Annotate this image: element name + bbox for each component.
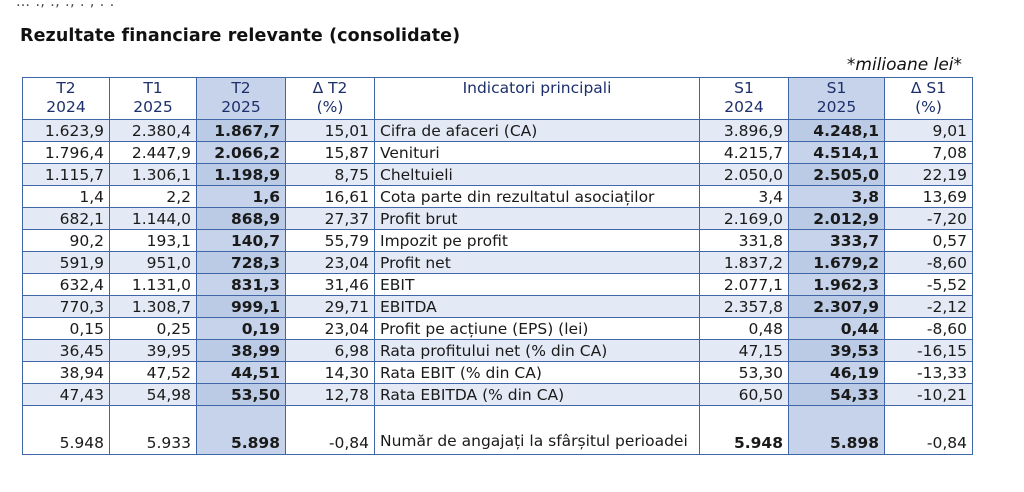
cell-t2-2025: 868,9 [197,208,286,230]
cell-t2-2025: 1,6 [197,186,286,208]
cell-t2-2024: 5.948 [23,406,110,455]
cell-delta-t2: 12,78 [286,384,375,406]
cell-t2-2024: 0,15 [23,318,110,340]
cell-s1-2025: 333,7 [789,230,885,252]
cell-t2-2025: 5.898 [197,406,286,455]
cell-delta-t2: 31,46 [286,274,375,296]
cell-delta-s1: -8,60 [885,318,973,340]
cell-delta-t2: 6,98 [286,340,375,362]
cell-t1-2025: 1.131,0 [110,274,197,296]
cell-s1-2024: 331,8 [700,230,789,252]
cell-s1-2024: 4.215,7 [700,142,789,164]
cell-t2-2025: 728,3 [197,252,286,274]
cell-indicator: Rata EBIT (% din CA) [375,362,700,384]
column-header: Δ S1 (%) [885,78,973,120]
cell-delta-s1: -7,20 [885,208,973,230]
cell-delta-s1: 13,69 [885,186,973,208]
cell-delta-s1: -2,12 [885,296,973,318]
cell-s1-2024: 47,15 [700,340,789,362]
column-header: S1 2024 [700,78,789,120]
cell-delta-t2: 8,75 [286,164,375,186]
cell-indicator: Profit brut [375,208,700,230]
cell-delta-s1: 7,08 [885,142,973,164]
cell-t2-2025: 44,51 [197,362,286,384]
financial-results-table [22,77,973,455]
cell-t2-2024: 632,4 [23,274,110,296]
cell-t1-2025: 2.380,4 [110,120,197,142]
cell-t2-2024: 90,2 [23,230,110,252]
cell-indicator: Număr de angajați la sfârșitul perioadei [375,406,700,455]
cell-t2-2025: 831,3 [197,274,286,296]
cell-delta-t2: 16,61 [286,186,375,208]
table-row [23,362,973,384]
cell-indicator: Cheltuieli [375,164,700,186]
cell-s1-2025: 1.962,3 [789,274,885,296]
table-row [23,340,973,362]
cell-delta-t2: 55,79 [286,230,375,252]
cell-s1-2024: 1.837,2 [700,252,789,274]
cell-t1-2025: 5.933 [110,406,197,455]
cell-delta-t2: 29,71 [286,296,375,318]
cell-t2-2024: 591,9 [23,252,110,274]
cell-t1-2025: 47,52 [110,362,197,384]
cell-s1-2025: 2.012,9 [789,208,885,230]
cell-indicator: Profit pe acțiune (EPS) (lei) [375,318,700,340]
cell-delta-s1: -0,84 [885,406,973,455]
cell-t2-2025: 1.198,9 [197,164,286,186]
cell-indicator: Cota parte din rezultatul asociaților [375,186,700,208]
cell-s1-2025: 39,53 [789,340,885,362]
cell-indicator: EBIT [375,274,700,296]
unit-note: *milioane lei* [846,55,962,75]
cell-delta-t2: -0,84 [286,406,375,455]
cell-s1-2024: 2.077,1 [700,274,789,296]
table-row [23,230,973,252]
cell-delta-t2: 14,30 [286,362,375,384]
cell-delta-s1: -16,15 [885,340,973,362]
cell-indicator: Rata EBITDA (% din CA) [375,384,700,406]
cell-t2-2025: 0,19 [197,318,286,340]
table-row [23,296,973,318]
cell-s1-2024: 3,4 [700,186,789,208]
cell-t2-2024: 36,45 [23,340,110,362]
cell-t1-2025: 2.447,9 [110,142,197,164]
cell-t2-2025: 53,50 [197,384,286,406]
cell-t2-2024: 1.115,7 [23,164,110,186]
table-header-row [23,78,973,120]
table-row [23,208,973,230]
cell-t2-2025: 38,99 [197,340,286,362]
cell-t2-2024: 38,94 [23,362,110,384]
cell-delta-s1: 0,57 [885,230,973,252]
table-row [23,252,973,274]
table-row [23,406,973,455]
cell-s1-2024: 0,48 [700,318,789,340]
cell-delta-s1: 22,19 [885,164,973,186]
cell-delta-s1: -5,52 [885,274,973,296]
cell-s1-2024: 3.896,9 [700,120,789,142]
page-title: Rezultate financiare relevante (consolidate) [20,26,461,46]
cell-delta-t2: 15,87 [286,142,375,164]
cell-delta-t2: 23,04 [286,318,375,340]
column-header: T2 2024 [23,78,110,120]
cell-s1-2024: 2.050,0 [700,164,789,186]
cell-t2-2025: 999,1 [197,296,286,318]
cell-t2-2025: 140,7 [197,230,286,252]
cell-t1-2025: 0,25 [110,318,197,340]
cell-s1-2025: 1.679,2 [789,252,885,274]
cell-t2-2024: 1,4 [23,186,110,208]
cell-s1-2024: 2.357,8 [700,296,789,318]
cell-delta-s1: -13,33 [885,362,973,384]
cell-t1-2025: 1.306,1 [110,164,197,186]
cell-s1-2024: 5.948 [700,406,789,455]
cell-indicator: Rata profitului net (% din CA) [375,340,700,362]
cell-s1-2025: 0,44 [789,318,885,340]
column-header: T1 2025 [110,78,197,120]
cell-t2-2024: 47,43 [23,384,110,406]
cell-delta-s1: -10,21 [885,384,973,406]
cell-indicator: Profit net [375,252,700,274]
cell-s1-2025: 2.505,0 [789,164,885,186]
cell-delta-t2: 15,01 [286,120,375,142]
cell-delta-t2: 23,04 [286,252,375,274]
column-header: T2 2025 [197,78,286,120]
cell-t1-2025: 1.308,7 [110,296,197,318]
cell-indicator: Impozit pe profit [375,230,700,252]
column-header: S1 2025 [789,78,885,120]
cell-s1-2025: 4.248,1 [789,120,885,142]
cell-t2-2024: 1.623,9 [23,120,110,142]
cell-t1-2025: 2,2 [110,186,197,208]
cell-s1-2024: 2.169,0 [700,208,789,230]
cell-s1-2025: 2.307,9 [789,296,885,318]
cell-s1-2025: 4.514,1 [789,142,885,164]
column-header: Δ T2 (%) [286,78,375,120]
table-row [23,164,973,186]
cell-t1-2025: 39,95 [110,340,197,362]
cell-t2-2024: 1.796,4 [23,142,110,164]
table-row [23,274,973,296]
table-row [23,120,973,142]
cell-s1-2025: 54,33 [789,384,885,406]
cell-s1-2025: 3,8 [789,186,885,208]
cell-t1-2025: 193,1 [110,230,197,252]
column-header: Indicatori principali [375,78,700,120]
cell-indicator: Venituri [375,142,700,164]
cell-t1-2025: 54,98 [110,384,197,406]
cell-t2-2024: 770,3 [23,296,110,318]
cell-t2-2024: 682,1 [23,208,110,230]
cell-indicator: EBITDA [375,296,700,318]
cell-delta-s1: -8,60 [885,252,973,274]
cell-delta-s1: 9,01 [885,120,973,142]
table-row [23,186,973,208]
cell-s1-2024: 60,50 [700,384,789,406]
cell-s1-2025: 46,19 [789,362,885,384]
cropped-text-fragment: … ., ., ., . , . . [16,0,115,10]
cell-t1-2025: 951,0 [110,252,197,274]
cell-s1-2024: 53,30 [700,362,789,384]
cell-t2-2025: 1.867,7 [197,120,286,142]
cell-t1-2025: 1.144,0 [110,208,197,230]
cell-t2-2025: 2.066,2 [197,142,286,164]
table-row [23,318,973,340]
cell-indicator: Cifra de afaceri (CA) [375,120,700,142]
cell-s1-2025: 5.898 [789,406,885,455]
table-row [23,142,973,164]
table-row [23,384,973,406]
cell-delta-t2: 27,37 [286,208,375,230]
